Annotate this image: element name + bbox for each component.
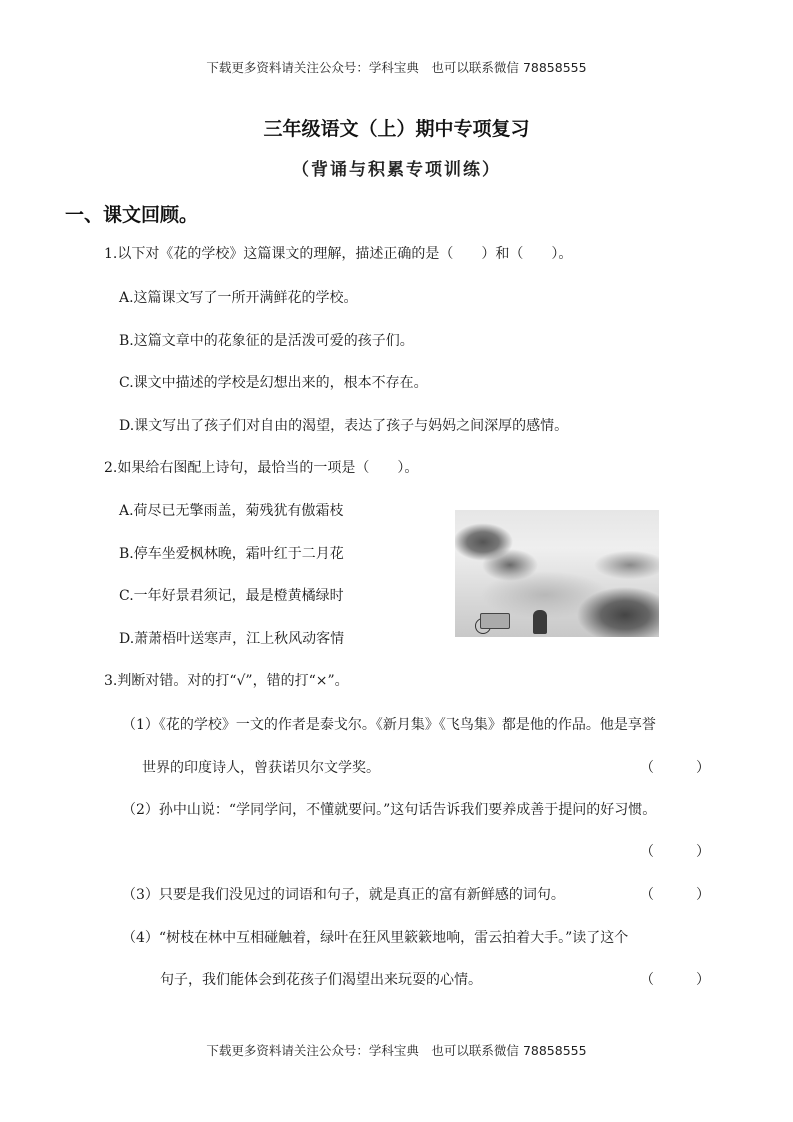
question-2-stem: 2.如果给右图配上诗句，最恰当的一项是（ ）。 — [104, 460, 419, 476]
ink-landscape-illustration — [455, 510, 659, 637]
document-title: 三年级语文（上）期中专项复习 — [263, 118, 530, 140]
question-1-option-c: C.课文中描述的学校是幻想出来的，根本不存在。 — [119, 375, 428, 391]
seated-figure-icon — [533, 610, 547, 634]
question-3-stem: 3.判断对错。对的打“√”，错的打“×”。 — [104, 673, 349, 689]
question-2-option-d: D.萧萧梧叶送寒声，江上秋风动客情 — [119, 631, 345, 647]
question-1-option-d: D.课文写出了孩子们对自由的渴望，表达了孩子与妈妈之间深厚的感情。 — [119, 418, 569, 434]
question-1-stem: 1.以下对《花的学校》这篇课文的理解，描述正确的是（ ）和（ ）。 — [104, 246, 573, 262]
header-text: 下载更多资料请关注公众号：学科宝典 也可以联系微信 — [206, 60, 519, 75]
question-3-item-1-line-1: （1）《花的学校》一文的作者是泰戈尔。《新月集》《飞鸟集》都是他的作品。他是享誉 — [122, 717, 656, 733]
question-3-item-4-line-1: （4）“树枝在林中互相碰触着，绿叶在狂风里簌簌地响，雷云拍着大手。”读了这个 — [122, 930, 629, 946]
question-2-option-c: C.一年好景君须记，最是橙黄橘绿时 — [119, 588, 344, 604]
page-header — [0, 58, 793, 76]
question-3-item-4-answer-blank[interactable]: （ ） — [640, 972, 710, 988]
question-1-option-a: A.这篇课文写了一所开满鲜花的学校。 — [119, 290, 358, 306]
cart-icon — [480, 613, 510, 629]
footer-text: 下载更多资料请关注公众号：学科宝典 也可以联系微信 — [206, 1043, 519, 1058]
question-3-item-3-answer-blank[interactable]: （ ） — [640, 887, 710, 903]
question-3-item-2-answer-blank[interactable]: （ ） — [640, 844, 710, 860]
question-3-item-1-answer-blank[interactable]: （ ） — [640, 760, 710, 776]
question-3-item-4-line-2: 句子，我们能体会到花孩子们渴望出来玩耍的心情。 — [160, 972, 482, 988]
question-2-option-a: A.荷尽已无擎雨盖，菊残犹有傲霜枝 — [119, 503, 344, 519]
question-2-option-b: B.停车坐爱枫林晚，霜叶红于二月花 — [119, 546, 344, 562]
question-1-option-b: B.这篇文章中的花象征的是活泼可爱的孩子们。 — [119, 333, 414, 349]
question-3-item-1-line-2: 世界的印度诗人，曾获诺贝尔文学奖。 — [142, 760, 380, 776]
document-subtitle: （背诵与积累专项训练） — [292, 160, 501, 180]
header-wechat-number: 78858555 — [522, 60, 587, 75]
section-heading: 一、课文回顾。 — [65, 204, 199, 226]
question-3-item-2-line-1: （2）孙中山说：“学同学问，不懂就要问。”这句话告诉我们要养成善于提问的好习惯。 — [122, 802, 657, 818]
page-footer — [0, 1041, 793, 1059]
footer-wechat-number: 78858555 — [522, 1043, 587, 1058]
question-3-item-3-line-1: （3）只要是我们没见过的词语和句子，就是真正的富有新鲜感的词句。 — [122, 887, 565, 903]
